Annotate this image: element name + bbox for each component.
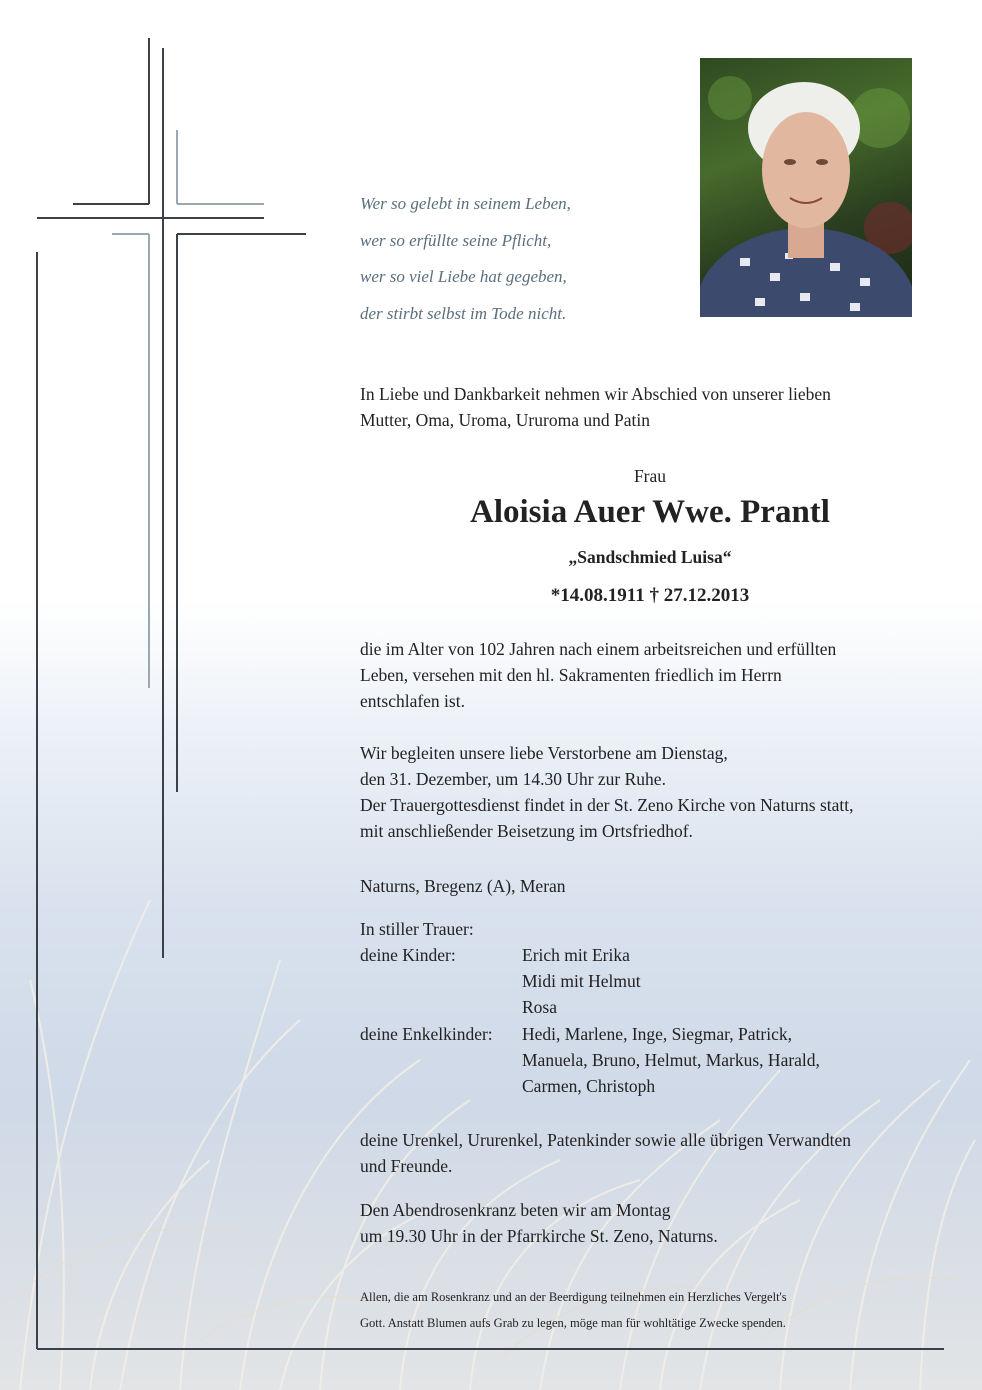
poem xyxy=(360,186,571,332)
places: Naturns, Bregenz (A), Meran xyxy=(360,876,566,896)
other-mourners-line: deine Urenkel, Ururenkel, Patenkinder sowie alle übrigen Verwandten xyxy=(360,1130,851,1150)
grandchildren-label: deine Enkelkinder: xyxy=(360,1024,493,1044)
rosary-line: um 19.30 Uhr in der Pfarrkirche St. Zeno, Naturns. xyxy=(360,1226,718,1246)
death-text xyxy=(360,636,836,714)
portrait-photo xyxy=(700,58,912,317)
thanks-line: Allen, die am Rosenkranz und an der Beerdigung teilnehmen ein Herzliches Vergelt's xyxy=(360,1290,787,1304)
funeral-text xyxy=(360,740,853,844)
list-item: Midi mit Helmut xyxy=(522,971,641,991)
deceased-nickname: „Sandschmied Luisa“ xyxy=(568,547,732,567)
intro-line: In Liebe und Dankbarkeit nehmen wir Abschied von unserer lieben xyxy=(360,384,831,404)
funeral-line: mit anschließender Beisetzung im Ortsfriedhof. xyxy=(360,821,693,841)
death-text-line: die im Alter von 102 Jahren nach einem arbeitsreichen und erfüllten xyxy=(360,639,837,659)
poem-line: der stirbt selbst im Tode nicht. xyxy=(360,303,567,323)
rosary-text xyxy=(360,1197,718,1249)
poem-line: wer so viel Liebe hat gegeben, xyxy=(360,267,567,286)
life-dates: *14.08.1911 † 27.12.2013 xyxy=(550,585,750,606)
funeral-line: den 31. Dezember, um 14.30 Uhr zur Ruhe. xyxy=(360,769,666,789)
list-item: Rosa xyxy=(522,997,557,1017)
other-mourners xyxy=(360,1127,851,1179)
list-item: Erich mit Erika xyxy=(522,945,630,965)
children-label: deine Kinder: xyxy=(360,945,456,965)
list-item: Carmen, Christoph xyxy=(522,1076,656,1096)
list-item: Manuela, Bruno, Helmut, Markus, Harald, xyxy=(522,1050,820,1070)
thanks-line: Gott. Anstatt Blumen aufs Grab zu legen, möge man für wohltätige Zwecke spenden. xyxy=(360,1316,786,1330)
death-text-line: Leben, versehen mit den hl. Sakramenten friedlich im Herrn xyxy=(360,665,782,685)
salutation: Frau xyxy=(633,466,667,486)
poem-line: wer so erfüllte seine Pflicht, xyxy=(360,230,552,250)
poem-line: Wer so gelebt in seinem Leben, xyxy=(360,194,571,213)
funeral-line: Wir begleiten unsere liebe Verstorbene am Dienstag, xyxy=(360,743,728,763)
rosary-line: Den Abendrosenkranz beten wir am Montag xyxy=(360,1200,671,1220)
mourners-heading: In stiller Trauer: xyxy=(360,919,474,939)
children-list xyxy=(522,942,641,1020)
other-mourners-line: und Freunde. xyxy=(360,1156,453,1176)
intro-text xyxy=(360,381,831,433)
thanks-text xyxy=(360,1284,787,1336)
intro-line: Mutter, Oma, Uroma, Ururoma und Patin xyxy=(360,410,650,430)
funeral-line: Der Trauergottesdienst findet in der St. Zeno Kirche von Naturns statt, xyxy=(360,795,854,815)
list-item: Hedi, Marlene, Inge, Siegmar, Patrick, xyxy=(522,1024,792,1044)
deceased-name: Aloisia Auer Wwe. Prantl xyxy=(470,494,830,530)
grandchildren-list xyxy=(522,1021,820,1099)
death-text-line: entschlafen ist. xyxy=(360,691,465,711)
